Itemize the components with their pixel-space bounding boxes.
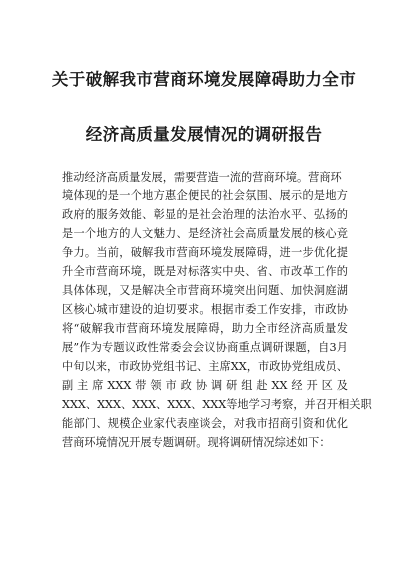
body-paragraph-line: 推动经济高质量发展，需要营造一流的营商环境。营商环 xyxy=(62,171,342,184)
body-paragraph-line: 展”作为专题议政性常委会会议协商重点调研课题，自3月 xyxy=(62,341,348,354)
body-paragraph-line: 区核心城市建设的迫切要求。根据市委工作安排，市政协 xyxy=(62,303,348,316)
body-paragraph-line: 副主席XXX带领市政协调研组赴XX经开区及 xyxy=(62,379,348,392)
body-paragraph-line: 是一个地方的人文魅力、是经济社会高质量发展的核心竞 xyxy=(62,227,348,240)
body-paragraph-line: 将“破解我市营商环境发展障碍，助力全市经济高质量发 xyxy=(62,322,348,335)
body-paragraph-line: 境体现的是一个地方惠企便民的社会氛围、展示的是地方 xyxy=(62,189,348,202)
body-paragraph-line: 争力。当前，破解我市营商环境发展障碍，进一步优化提 xyxy=(62,246,348,259)
report-title-line-1: 关于破解我市营商环境发展障碍助力全市 xyxy=(51,70,357,89)
body-paragraph-line: 具体体现，又是解决全市营商环境突出问题、加快洞庭湖 xyxy=(62,284,348,297)
body-paragraph-line: 升全市营商环境，既是对标落实中央、省、市改革工作的 xyxy=(62,265,348,278)
report-title-line-2: 经济高质量发展情况的调研报告 xyxy=(85,125,323,144)
body-paragraph-line: 能部门、规模企业家代表座谈会，对我市招商引资和优化 xyxy=(62,417,348,430)
body-paragraph-line: 政府的服务效能、彰显的是社会治理的法治水平、弘扬的 xyxy=(62,208,348,221)
body-paragraph-line: 营商环境情况开展专题调研。现将调研情况综述如下： xyxy=(62,436,331,449)
body-paragraph-line: XXX、XXX、XXX、XXX、XXX等地学习考察，并召开相关职 xyxy=(62,398,372,411)
body-paragraph-line: 中旬以来，市政协党组书记、主席XX，市政协党组成员、 xyxy=(62,360,348,373)
